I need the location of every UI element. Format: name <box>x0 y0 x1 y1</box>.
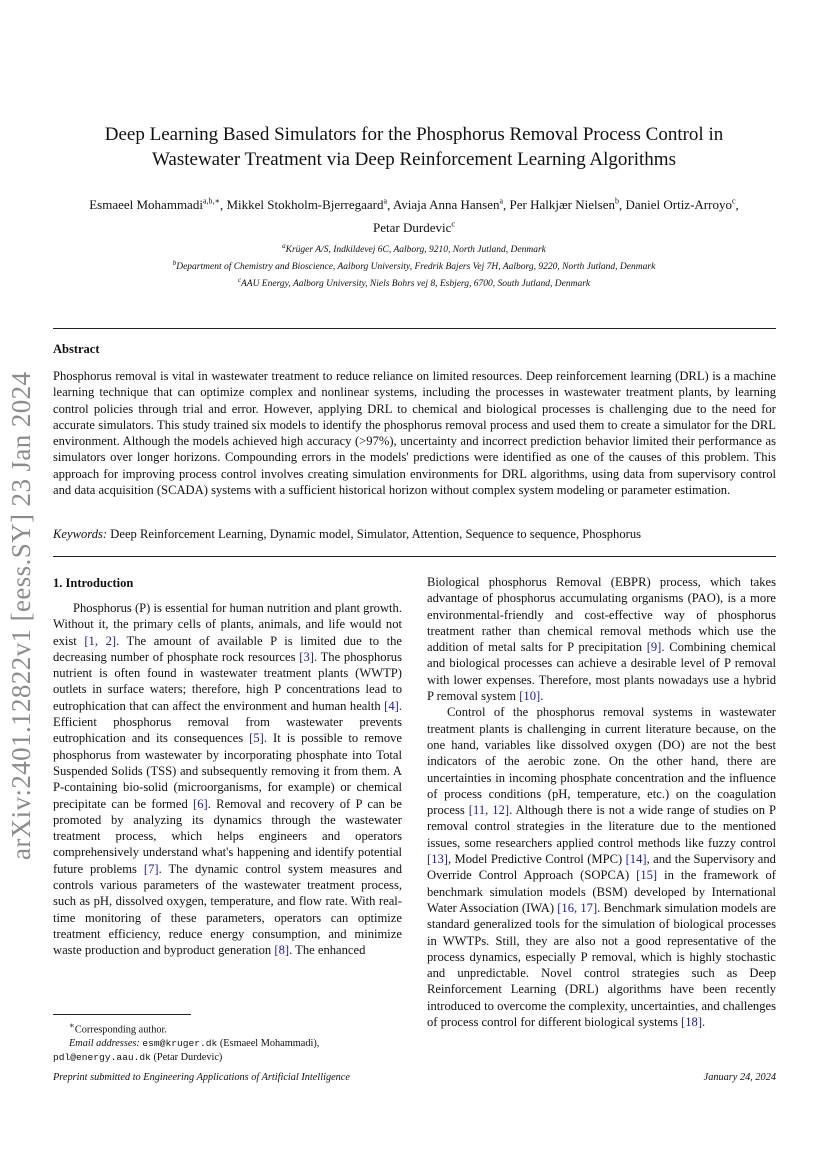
citation-link[interactable]: [9] <box>646 640 662 655</box>
author-name: Esmaeel Mohammadi$^{a,b,∗}$ <box>89 197 220 213</box>
title-line-2: Wastewater Treatment via Deep Reinforcement Learning Algorithms <box>152 149 676 170</box>
top-divider <box>53 328 776 329</box>
citation-link[interactable]: [3] <box>299 649 314 664</box>
email-note <box>53 1037 413 1051</box>
citation-link[interactable]: [15] <box>636 868 658 883</box>
arxiv-identifier-stamp: arXiv:2401.12822v1 [eess.SY] 23 Jan 2024 <box>6 371 36 860</box>
footnote-mark: ∗ <box>69 1020 75 1030</box>
corresponding-author-note <box>53 1018 413 1037</box>
citation-link[interactable]: [14] <box>625 852 647 867</box>
keywords-text: Deep Reinforcement Learning, Dynamic model, Simulator, Attention, Sequence to sequence, Phosphorus <box>110 527 642 541</box>
affiliation-mark: c <box>237 276 241 285</box>
author-affiliation-mark: a <box>499 197 504 206</box>
email-label: Email addresses: <box>69 1038 140 1050</box>
citation-link[interactable]: [1, 2] <box>84 633 117 648</box>
affiliation-mark: b <box>172 259 177 268</box>
title-line-1: Deep Learning Based Simulators for the Phosphorus Removal Process Control in <box>104 124 724 145</box>
footer-preprint-note: Preprint submitted to Engineering Applications of Artificial Intelligence <box>53 1072 350 1083</box>
paragraph: Biological phosphorus Removal (EBPR) process, which takes advantage of phosphorus accumulating organisms (PAO), is a more environmental-friendly and cost-effective way of phosphorus treatment rather than chemical removal methods which use the addition of metal salts for P precipitation [9]. Combining chemical and biological processes can achieve a desirable level of P removal with lower expenses. Therefore, most plants nowadays use a hybrid P removal system [10]. <box>427 575 776 704</box>
citation-link[interactable]: [11, 12] <box>468 803 510 818</box>
citation-link[interactable]: [10] <box>519 689 541 704</box>
email-2-owner: (Petar Durdevic) <box>150 1052 223 1064</box>
affiliation: $^b$Department of Chemistry and Bioscience, Aalborg University, Fredrik Bajers Vej 7H, Aalborg, 9220, North Jutland, Denmark <box>172 259 656 273</box>
paragraph: Phosphorus (P) is essential for human nutrition and plant growth. Without it, the primary cells of plants, animals, and life would not exist [1, 2]. The amount of available P is limited due to the decreasing number of phosphate rock resources [3]. The phosphorus nutrient is often found in wastewater treatment plants (WWTP) outlets in surface waters; therefore, high P concentrations lead to eutrophication that can affect the environment and human health [4]. Efficient phosphorus removal from wastewater prevents eutrophication and its consequences [5]. It is possible to remove phosphorus from wastewater by incorporating phosphate into Total Suspended Solids (TSS) and subsequently removing it from them. A P-containing bio-solid (microorganisms, for example) or chemical precipitate can be formed [6]. Removal and recovery of P can be promoted by analyzing its dynamics through the wastewater treatment process, which helps engineers and operators comprehensively understand what's happening and identify potential future problems [7]. The dynamic control system measures and controls various parameters of the wastewater treatment process, such as pH, dissolved oxygen, temperature, and flow rate. With real-time monitoring of these parameters, operators can optimize treatment efficiency, reduce energy consumption, and minimize waste production and byproduct generation [8]. The enhanced <box>53 601 403 958</box>
corresponding-text: Corresponding author. <box>74 1024 167 1036</box>
affiliation: $^a$Krüger A/S, Indkildevej 6C, Aalborg, 9210, North Jutland, Denmark <box>282 242 546 256</box>
email-link-2[interactable]: pdl@energy.aau.dk <box>53 1052 151 1064</box>
bottom-divider <box>53 556 776 557</box>
keywords-label: Keywords: <box>53 527 108 541</box>
affiliation-mark: a <box>282 242 286 250</box>
author-name: Per Halkjær Nielsen$^b$ <box>509 197 619 213</box>
citation-link[interactable]: [18] <box>681 1015 703 1030</box>
author-affiliation-mark: c <box>731 197 736 206</box>
email-1-owner: (Esmaeel Mohammadi), <box>217 1038 320 1050</box>
left-column <box>53 600 402 959</box>
author-name: Aviaja Anna Hansen$^a$ <box>392 197 504 213</box>
email-note-2 <box>53 1051 413 1065</box>
author-affiliation-mark: c <box>451 219 455 229</box>
footer-date: January 24, 2024 <box>703 1072 776 1083</box>
footnotes <box>53 1018 413 1065</box>
citation-link[interactable]: [16, 17] <box>557 900 598 915</box>
author-name: Daniel Ortiz-Arroyo$^c$ <box>625 197 736 213</box>
citation-link[interactable]: [4] <box>384 698 399 713</box>
citation-link[interactable]: [13] <box>427 852 448 867</box>
citation-link[interactable]: [7] <box>143 861 159 876</box>
affiliation-list <box>55 240 773 291</box>
footnote-divider <box>53 1014 191 1015</box>
author-affiliation-mark: a,b,∗ <box>202 197 220 206</box>
author-list: Esmaeel Mohammadi$^{a,b,∗}$, Mikkel Stokholm-Bjerregaard$^a$, Aviaja Anna Hansen$^a$, Per Halkjær Nielsen$^b$, Daniel Ortiz-Arroyo$^c$, Petar Durdevic$^c$ <box>89 197 739 235</box>
section-heading-introduction: 1. Introduction <box>53 576 134 590</box>
abstract-text: Phosphorus removal is vital in wastewater treatment to reduce reliance on limited resources. Deep reinforcement learning (DRL) is a machine learning technique that can optimize complex and nonlinear systems, including the processes in wastewater treatment plants, by learning control policies through trial and error. However, applying DRL to chemical and biological processes is challenging due to the need for accurate simulators. This study trained six models to identify the phosphorus removal process and used them to create a simulator for the DRL environment. Although the models achieved high accuracy (>97%), uncertainty and incorrect prediction behavior limited their performance as simulators over longer horizons. Compounding errors in the models' predictions were identified as one of the causes of this problem. This approach for improving process control involves creating simulation environments for DRL algorithms, using data from supervisory control and data acquisition (SCADA) systems with a sufficient historical horizon without complex system modeling or parameter estimation. <box>53 369 776 498</box>
citation-link[interactable]: [5] <box>249 731 264 746</box>
author-affiliation-mark: b <box>614 197 619 206</box>
citation-link[interactable]: [6] <box>193 796 208 811</box>
affiliation: $^c$AAU Energy, Aalborg University, Niels Bohrs vej 8, Esbjerg, 6700, South Jutland, Denmark <box>237 276 591 290</box>
right-column <box>427 574 776 1030</box>
author-name: Petar Durdevic$^c$ <box>373 219 455 235</box>
author-affiliation-mark: a <box>383 197 388 206</box>
paragraph: Control of the phosphorus removal systems in wastewater treatment plants is challenging in current literature because, on the one hand, variables like dissolved oxygen (DO) are not the best indicators of the aerobic zone. On the other hand, there are uncertainties in incoming phosphate concentration and the influence of process conditions (pH, temperature, etc.) on the coagulation process [11, 12]. Although there is not a wide range of studies on P removal control strategies in the literature due to the mentioned issues, some researchers applied control methods like fuzzy control [13], Model Predictive Control (MPC) [14], and the Supervisory and Override Control Approach (SOPCA) [15] in the framework of benchmark simulation models (BSM) developed by International Water Association (IWA) [16, 17]. Benchmark simulation models are standard generalized tools for the simulation of biological processes in WWTPs. Still, they are also not a good representative of the process dynamics, especially P removal, which is highly stochastic and unpredictable. Novel control strategies such as Deep Reinforcement Learning (DRL) algorithms have been recently introduced to overcome the complexity, uncertainties, and challenges of process control for different biological systems [18]. <box>427 705 777 1030</box>
citation-link[interactable]: [8] <box>274 943 290 958</box>
keywords <box>53 527 641 542</box>
abstract-heading: Abstract <box>53 342 100 356</box>
paper-title <box>60 122 768 172</box>
email-link-1[interactable]: esm@kruger.dk <box>142 1038 218 1050</box>
author-name: Mikkel Stokholm-Bjerregaard$^a$ <box>226 197 388 213</box>
